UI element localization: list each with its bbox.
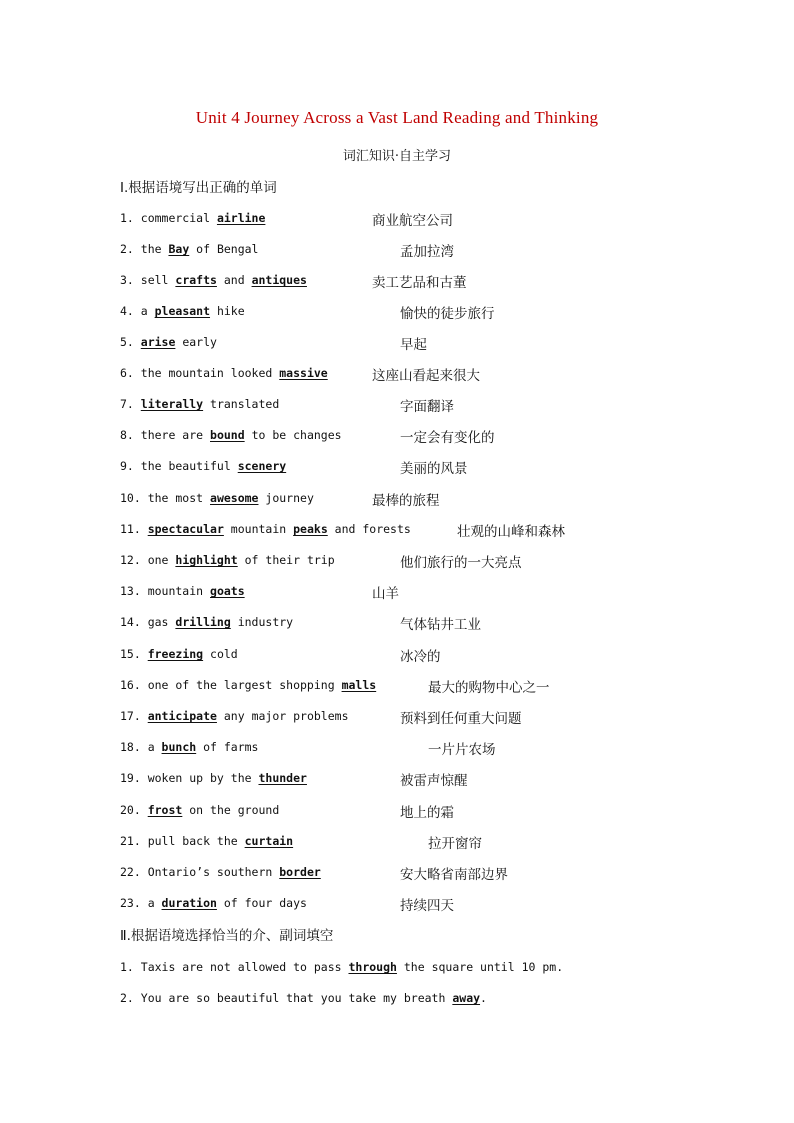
vocab-phrase: 10. the most awesome journey <box>120 491 314 505</box>
answer-word: Bay <box>168 242 190 256</box>
vocab-item <box>0 647 794 667</box>
vocab-translation: 卖工艺品和古董 <box>372 275 467 291</box>
vocab-item <box>0 834 794 854</box>
answer-word: massive <box>279 366 328 380</box>
answer-word: anticipate <box>147 709 217 723</box>
vocab-item <box>0 491 794 511</box>
vocab-item <box>0 865 794 885</box>
answer-word: antiques <box>251 273 307 287</box>
vocab-phrase: 15. freezing cold <box>120 647 238 661</box>
page-subtitle: 词汇知识·自主学习 <box>342 149 452 164</box>
vocab-item <box>0 366 794 386</box>
answer-word: spectacular <box>147 522 224 536</box>
vocab-translation: 地上的霜 <box>400 805 454 821</box>
vocab-item <box>0 896 794 916</box>
vocab-translation: 安大略省南部边界 <box>400 867 508 883</box>
vocab-phrase: 4. a pleasant hike <box>120 304 245 318</box>
vocab-phrase: 6. the mountain looked massive <box>120 366 328 380</box>
vocab-item <box>0 584 794 604</box>
vocab-translation: 拉开窗帘 <box>428 836 482 852</box>
vocab-translation: 气体钻井工业 <box>400 617 481 633</box>
vocab-item <box>0 459 794 479</box>
vocab-phrase: 3. sell crafts and antiques <box>120 273 307 287</box>
vocab-translation: 被雷声惊醒 <box>400 773 468 789</box>
answer-word: freezing <box>147 647 204 661</box>
vocab-translation: 壮观的山峰和森林 <box>457 524 565 540</box>
vocab-item <box>0 771 794 791</box>
vocab-translation: 商业航空公司 <box>372 213 453 229</box>
vocab-phrase: 14. gas drilling industry <box>120 615 294 629</box>
sentence-item: 1. Taxis are not allowed to pass through the square until 10 pm. <box>120 960 564 974</box>
vocab-phrase: 20. frost on the ground <box>120 803 280 817</box>
vocab-translation: 最棒的旅程 <box>372 493 440 509</box>
vocab-translation: 孟加拉湾 <box>400 244 454 260</box>
page-title: Unit 4 Journey Across a Vast Land Reading and Thinking <box>195 108 599 127</box>
vocab-phrase: 11. spectacular mountain peaks and forests <box>120 522 411 536</box>
vocab-item <box>0 709 794 729</box>
vocab-translation: 早起 <box>400 337 427 353</box>
vocab-phrase: 1. commercial airline <box>120 211 266 225</box>
vocab-translation: 最大的购物中心之一 <box>428 680 550 696</box>
vocab-translation: 冰冷的 <box>400 649 441 665</box>
answer-word: malls <box>341 678 377 692</box>
answer-word: through <box>348 960 397 974</box>
vocab-item <box>0 397 794 417</box>
vocab-phrase: 8. there are bound to be changes <box>120 428 342 442</box>
vocab-phrase: 17. anticipate any major problems <box>120 709 349 723</box>
answer-word: literally <box>140 397 204 411</box>
answer-word: goats <box>210 584 245 598</box>
vocab-item <box>0 304 794 324</box>
vocab-translation: 他们旅行的一大亮点 <box>400 555 522 571</box>
vocab-phrase: 12. one highlight of their trip <box>120 553 335 567</box>
answer-word: bunch <box>161 740 197 754</box>
vocab-phrase: 21. pull back the curtain <box>120 834 294 848</box>
vocab-phrase: 2. the Bay of Bengal <box>120 242 259 256</box>
answer-word: scenery <box>237 459 287 473</box>
answer-word: frost <box>147 803 183 817</box>
vocab-phrase: 23. a duration of four days <box>120 896 307 910</box>
vocab-item <box>0 615 794 635</box>
sentence-item: 2. You are so beautiful that you take my breath away. <box>120 991 487 1005</box>
answer-word: highlight <box>175 553 238 567</box>
vocab-item <box>0 522 794 542</box>
answer-word: curtain <box>244 834 294 848</box>
vocab-phrase: 22. Ontario’s southern border <box>120 865 321 879</box>
vocab-phrase: 5. arise early <box>120 335 217 349</box>
vocab-phrase: 9. the beautiful scenery <box>120 459 287 473</box>
vocab-phrase: 19. woken up by the thunder <box>120 771 307 785</box>
vocab-translation: 字面翻译 <box>400 399 454 415</box>
vocab-phrase: 13. mountain goats <box>120 584 245 598</box>
vocab-translation: 愉快的徒步旅行 <box>400 306 495 322</box>
vocab-translation: 这座山看起来很大 <box>372 368 480 384</box>
vocab-item <box>0 273 794 293</box>
vocab-translation: 预料到任何重大问题 <box>400 711 522 727</box>
answer-word: crafts <box>175 273 217 287</box>
answer-word: pleasant <box>154 304 211 318</box>
vocab-item <box>0 335 794 355</box>
vocab-phrase: 18. a bunch of farms <box>120 740 259 754</box>
vocab-item <box>0 242 794 262</box>
vocab-item <box>0 740 794 760</box>
vocab-translation: 持续四天 <box>400 898 454 914</box>
vocab-item <box>0 803 794 823</box>
answer-word: arise <box>140 335 176 349</box>
answer-word: away <box>452 991 481 1005</box>
answer-word: awesome <box>210 491 259 505</box>
vocab-item <box>0 678 794 698</box>
answer-word: drilling <box>175 615 231 629</box>
section-2-heading: Ⅱ.根据语境选择恰当的介、副词填空 <box>120 928 334 944</box>
vocab-item <box>0 553 794 573</box>
answer-word: thunder <box>258 771 307 785</box>
vocab-translation: 美丽的风景 <box>400 461 468 477</box>
vocab-translation: 一定会有变化的 <box>400 430 495 446</box>
vocab-translation: 一片片农场 <box>428 742 496 758</box>
answer-word: bound <box>210 428 245 442</box>
section-1-heading: Ⅰ.根据语境写出正确的单词 <box>120 180 277 196</box>
vocab-translation: 山羊 <box>372 586 399 602</box>
vocab-phrase: 7. literally translated <box>120 397 280 411</box>
answer-word: duration <box>161 896 217 910</box>
answer-word: border <box>279 865 321 879</box>
answer-word: airline <box>216 211 266 225</box>
vocab-item <box>0 211 794 231</box>
vocab-item <box>0 428 794 448</box>
vocab-phrase: 16. one of the largest shopping malls <box>120 678 377 692</box>
answer-word: peaks <box>293 522 328 536</box>
